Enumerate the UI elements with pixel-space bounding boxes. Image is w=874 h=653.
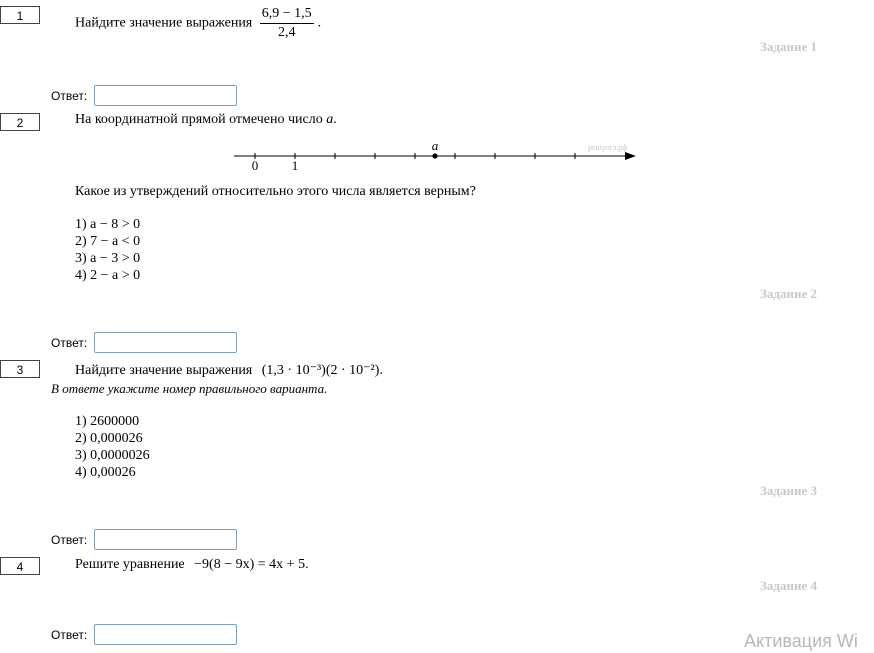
option: 3) 0,0000026 (75, 448, 150, 463)
task-3-label: Задание 3 (760, 483, 817, 498)
task-4-label: Задание 4 (760, 578, 817, 593)
answer-label: Ответ: (51, 89, 88, 103)
windows-activation-watermark: Активация Wi (744, 631, 858, 651)
task-2-label: Задание 2 (760, 286, 817, 301)
answer-input-4[interactable] (94, 624, 237, 645)
tick-label-1: 1 (291, 158, 299, 173)
task-1-period: . (317, 15, 322, 31)
answer-label: Ответ: (51, 533, 88, 547)
option: 2) 0,000026 (75, 431, 143, 446)
task-number-box: 2 (0, 113, 40, 131)
task-1-question (75, 6, 321, 41)
answer-label: Ответ: (51, 336, 88, 350)
site-watermark: решуогэ.рф (588, 143, 628, 152)
fraction-denominator: 2,4 (277, 25, 296, 40)
task-2-subquestion: Какое из утверждений относительно этого числа является верным? (75, 184, 476, 199)
answer-input-1[interactable] (94, 85, 237, 106)
task-1-fraction (260, 6, 314, 41)
task-4-question (75, 557, 309, 573)
option: 2) 7 − a < 0 (75, 234, 141, 249)
option: 3) a − 3 > 0 (75, 251, 141, 266)
task-2-period: . (333, 112, 337, 127)
option: 1) a − 8 > 0 (75, 217, 141, 232)
task-3-hint: В ответе укажите номер правильного варианта. (51, 381, 328, 396)
number-line-point (432, 153, 437, 158)
answer-input-3[interactable] (94, 529, 237, 550)
task-2-question (75, 112, 337, 128)
option: 4) 0,00026 (75, 465, 136, 480)
task-number-box: 3 (0, 360, 40, 378)
task-3-expression: (1,3 · 10⁻³)(2 · 10⁻²). (261, 363, 383, 378)
number-line-arrow (625, 152, 636, 160)
answer-input-2[interactable] (94, 332, 237, 353)
task-1-label: Задание 1 (760, 39, 817, 54)
task-2-text: На координатной прямой отмечено число (75, 112, 323, 127)
task-4-text: Решите уравнение (75, 557, 185, 572)
task-3-question (75, 362, 383, 379)
task-3-text: Найдите значение выражения (75, 363, 253, 378)
option: 4) 2 − a > 0 (75, 268, 141, 283)
task-1-text: Найдите значение выражения (75, 15, 253, 31)
task-2-var: a (326, 112, 334, 127)
answer-label: Ответ: (51, 628, 88, 642)
fraction-numerator: 6,9 − 1,5 (260, 6, 314, 24)
task-number-box: 1 (0, 6, 40, 24)
task-number-box: 4 (0, 557, 40, 575)
number-line-point-label: a (431, 138, 439, 153)
task-4-expression: −9(8 − 9x) = 4x + 5. (194, 557, 309, 572)
tick-label-0: 0 (251, 158, 259, 173)
number-line (230, 138, 640, 174)
option: 1) 2600000 (75, 414, 140, 429)
